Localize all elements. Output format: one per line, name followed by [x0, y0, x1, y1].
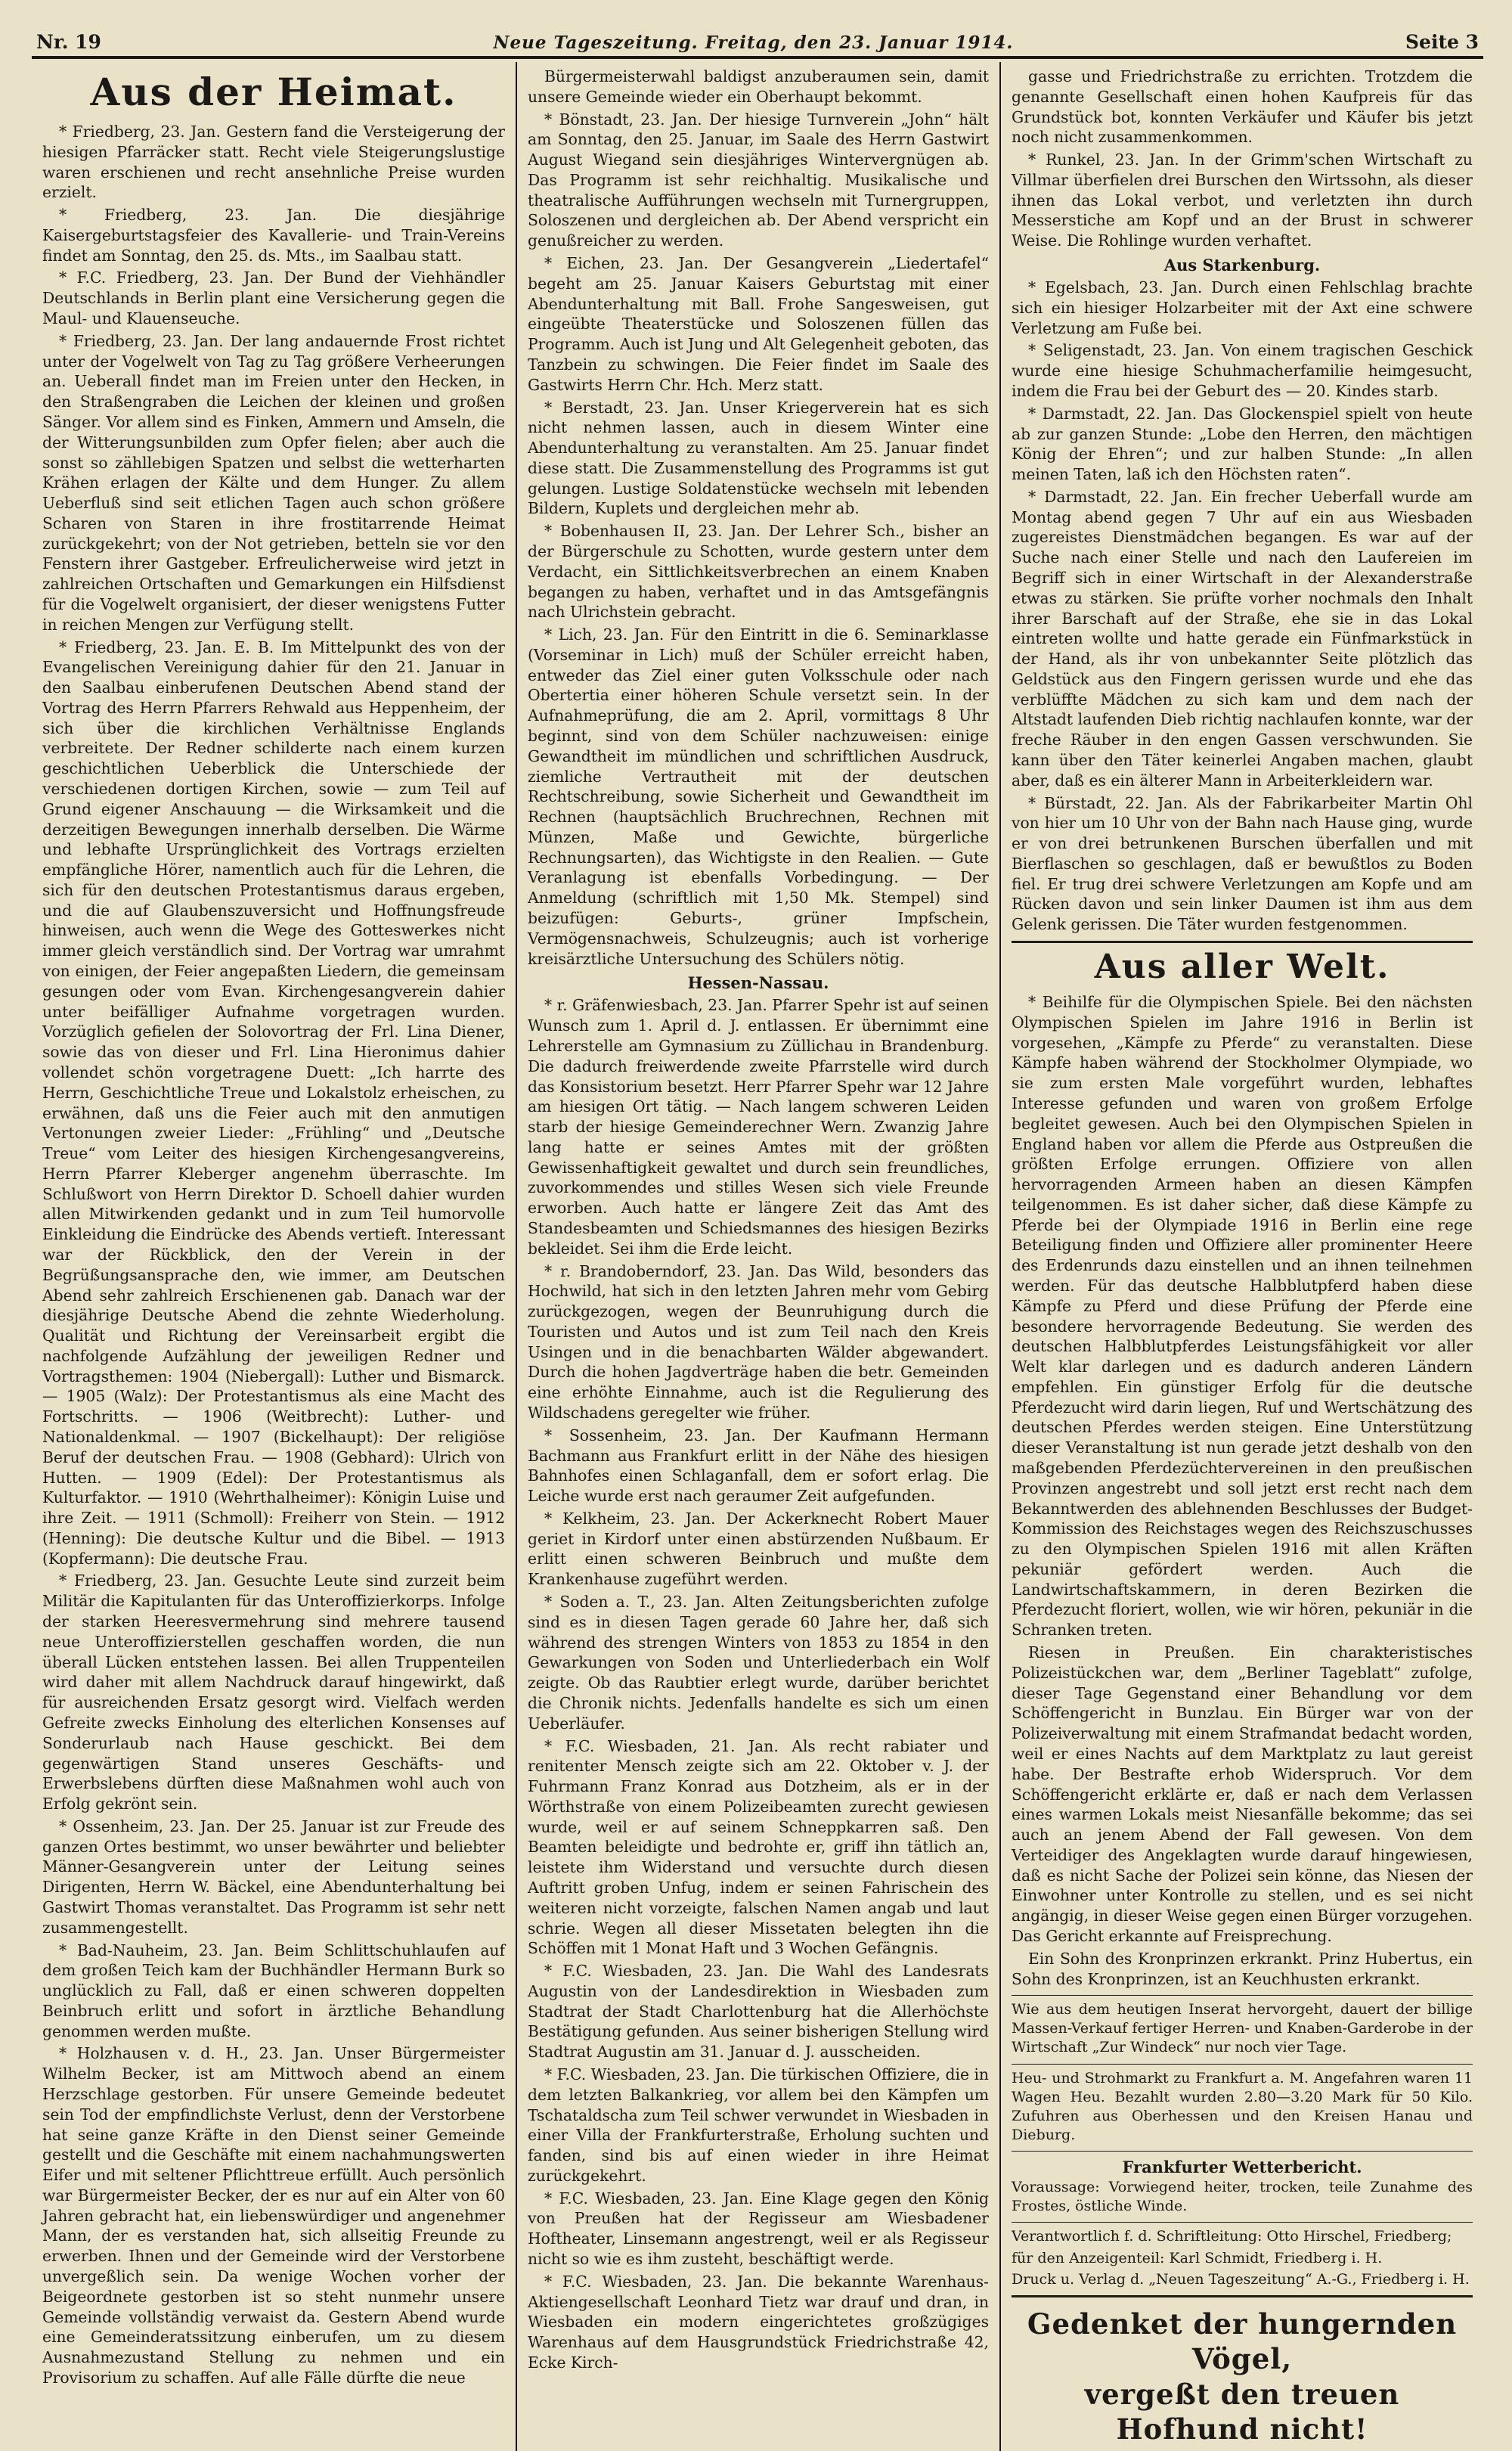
news-article: * r. Gräfenwiesbach, 23. Jan. Pfarrer Spehr ist auf seinen Wunsch zum 1. April d. J. entlassen. Er übernimmt eine Lehrerstelle am Gymnasium zu Züllichau in Brandenburg. Die dadurch freiwerdende zweite Pfarrstelle wird durch das Konsistorium besetzt. Herr Pfarrer Spehr war 12 Jahre am hiesigen Ort tätig. — Nach langem schweren Leiden starb der hiesige Gemeinderechner Wern. Zwanzig Jahre lang hatte er seines Amtes mit der größten Gewissenhaftigkeit gewaltet und durch sein freundliches, zuvorkommendes und stilles Wesen sich viele Freunde erworben. Auch hatte er längere Zeit das Amt des Standesbeamten und Schiedsmannes des hiesigen Bezirks bekleidet. Sei ihm die Erde leicht.	[528, 996, 989, 1258]
imprint-line: Verantwortlich f. d. Schriftleitung: Otto Hirschel, Friedberg;	[1012, 2228, 1452, 2245]
column-3-articles	[1012, 67, 1473, 251]
news-article: * Lich, 23. Jan. Für den Eintritt in die 6. Seminarklasse (Vorseminar in Lich) muß der Schüler erreicht haben, entweder das Ziel einer guten Volksschule oder nach Obertertia einer höheren Schule versetzt sein. In der Aufnahmeprüfung, die am 2. April, vormittags 8 Uhr beginnt, sind von dem Schüler nachzuweisen: einige Gewandtheit im mündlichen und schriftlichen Ausdruck, ziemliche Vertrautheit mit der deutschen Rechtschreibung, sowie Sicherheit und Gewandtheit im Rechnen (hauptsächlich Bruchrechnen, Rechnen mit Münzen, Maße und Gewichte, bürgerliche Rechnungsarten), das Wichtigste in den Realien. — Gute Veranlagung ist ebenfalls Vorbedingung. — Der Anmeldung (schriftlich mit 1,50 Mk. Stempel) sind beizufügen: Geburts-, grüner Impfschein, Vermögensnachweis, Schulzeugnis; auch ist vorherige kreisärztliche Untersuchung des Schülers nötig.	[528, 625, 989, 968]
news-article: * F.C. Wiesbaden, 23. Jan. Die türkischen Offiziere, die in dem letzten Balkankrieg, vor allem bei den Kämpfen um Tschataldscha zum Teil schwer verwundet in Wiesbaden in einer Villa der Frankfurterstraße, Erholung suchten und fanden, sind bis auf einen wieder in ihre Heimat zurückgekehrt.	[528, 2065, 989, 2185]
news-article: * Ossenheim, 23. Jan. Der 25. Januar ist zur Freude des ganzen Ortes bestimmt, wo unser bewährter und beliebter Männer-Gesangverein unter der Leitung seines Dirigenten, Herrn W. Bäckel, eine Abendunterhaltung bei Gastwirt Thomas veranstaltet. Das Programm ist sehr nett zusammengestellt.	[42, 1817, 505, 1937]
columns	[32, 62, 1483, 2446]
slogan-line-2: vergeßt den treuen Hofhund nicht!	[1084, 2377, 1400, 2446]
section-title-heimat: Aus der Heimat.	[90, 70, 457, 114]
news-article: * F.C. Friedberg, 23. Jan. Der Bund der Viehhändler Deutschlands in Berlin plant eine Versicherung gegen die Maul- und Klauenseuche.	[42, 268, 505, 328]
news-article: * Friedberg, 23. Jan. Gesuchte Leute sind zurzeit beim Militär die Kapitulanten für das Unteroffizierkorps. Infolge der starken Heeresvermehrung sind mehrere tausend neue Unteroffizierstellen geschaffen worden, die nun überall Lücken entstehen lassen. Bei allen Truppenteilen wird daher mit allem Nachdruck darauf hingewirkt, daß für ausreichenden Ersatz gesorgt wird. Vielfach werden Gefreite zwecks Einholung des elterlichen Konsenses auf Sonderurlaub nach Hause geschickt. Bei dem gegenwärtigen Stand unseres Geschäfts- und Erwerbslebens dürften diese Maßnahmen wohl auch von Erfolg gekrönt sein.	[42, 1571, 505, 1813]
news-article: * Bobenhausen II, 23. Jan. Der Lehrer Sch., bisher an der Bürgerschule zu Schotten, wurde gestern unter dem Verdacht, ein Sittlichkeitsverbrechen an einem Knaben begangen zu haben, verhaftet und in das Amtsgefängnis nach Ulrichstein gebracht.	[528, 522, 989, 622]
news-article: * Soden a. T., 23. Jan. Alten Zeitungsberichten zufolge sind es in diesen Tagen gerade 60 Jahre her, daß sich während des strengen Winters von 1853 zu 1854 in den Gewarkungen von Soden und Unterliederbach ein Wolf zeigte. Ob das Raubtier erlegt wurde, darüber berichtet die Chronik nichts. Jedenfalls handelte es sich um einen Ueberläufer.	[528, 1593, 989, 1733]
divider	[1012, 1995, 1473, 1996]
news-article: * Bürstadt, 22. Jan. Als der Fabrikarbeiter Martin Ohl von hier um 10 Uhr von der Bahn nach Hause ging, wurde er von drei betrunkenen Burschen überfallen und mit Bierflaschen so geschlagen, daß er bewußtlos zu Boden fiel. Er trug drei schwere Verletzungen am Kopfe und am Rücken davon und sein linker Daumen ist ihm aus dem Gelenk gerissen. Die Täter wurden festgenommen.	[1012, 793, 1473, 934]
news-article: * F.C. Wiesbaden, 23. Jan. Eine Klage gegen den König von Preußen hat der Regisseur am Wiesbadener Hoftheater, Linsemann angestrengt, weil er als Regisseur nicht so wie es ihm zusteht, beschäftigt werde.	[528, 2189, 989, 2269]
page-header	[32, 23, 1483, 59]
page-number: Seite 3	[1405, 31, 1479, 53]
column-3	[999, 62, 1483, 2451]
news-article: Riesen in Preußen. Ein charakteristisches Polizeistückchen war, dem „Berliner Tageblatt“ zufolge, dieser Tage Gegenstand einer Behandlung vor dem Schöffengericht in Bunzlau. Ein Bürger war von der Polizeiverwaltung mit einem Strafmandat bedacht worden, weil er eines Nachts auf dem Marktplatz zu laut gereist habe. Der Bestrafte erhob Widerspruch. Vor dem Schöffengericht erklärte er, daß er nach dem Verlassen eines warmen Lokals meist Niesanfälle bekomme; das sei auch an jenem Abend der Fall gewesen. Von dem Verteidiger des Angeklagten wurde darauf hingewiesen, daß es nicht Sache der Polizei sein könne, das Niesen der Einwohner unter Kontrolle zu stellen, und es sei nicht angängig, in dieser Weise gegen einen Bürger vorzugehen. Das Gericht erkannte auf Freisprechung.	[1012, 1643, 1473, 1945]
news-article: * Runkel, 23. Jan. In der Grimm'schen Wirtschaft zu Villmar überfielen drei Burschen den Wirtssohn, als dieser ihnen das Lokal verbot, und verletzten ihn durch Messerstiche am Kopf und an der Brust in schwerer Weise. Die Rohlinge wurden verhaftet.	[1012, 150, 1473, 250]
section-title-aller-welt: Aus aller Welt.	[1094, 948, 1390, 987]
news-article: * Kelkheim, 23. Jan. Der Ackerknecht Robert Mauer geriet in Kirdorf unter einen abstürzenden Nußbaum. Er erlitt einen schweren Beinbruch und mußte dem Krankenhause zugeführt werden.	[528, 1509, 989, 1589]
section-divider	[1012, 941, 1473, 943]
subhead-starkenburg: Aus Starkenburg.	[1163, 256, 1321, 275]
column-2-articles	[528, 67, 989, 969]
market-report: Heu- und Strohmarkt zu Frankfurt a. M. Angefahren waren 11 Wagen Heu. Bezahlt wurden 2.80—3.20 Mark für 50 Kilo. Zufuhren aus Oberhessen und den Kreisen Hanau und Dieburg.	[1012, 2069, 1473, 2143]
news-article: * F.C. Wiesbaden, 23. Jan. Die bekannte Warenhaus-Aktiengesellschaft Leonhard Tietz war drauf und dran, in Wiesbaden ein modern eingerichtetes großzügiges Warenhaus auf dem Hausgrundstück Friedrichstraße 42, Ecke Kirch-	[528, 2272, 989, 2372]
news-article: gasse und Friedrichstraße zu errichten. Trotzdem die genannte Gesellschaft einen hohen Kaufpreis für das Grundstück bot, konnten Verkäufer und Käufer bis jetzt noch nicht zusammenkommen.	[1012, 67, 1473, 147]
column-1-articles	[42, 122, 505, 2388]
column-1	[32, 62, 516, 2451]
news-article: * Friedberg, 23. Jan. Die diesjährige Kaisergeburtstagsfeier des Kavallerie- und Train-Vereins findet am Sonntag, den 25. ds. Mts., im Saalbau statt.	[42, 206, 505, 265]
news-article: * r. Brandoberndorf, 23. Jan. Das Wild, besonders das Hochwild, hat sich in den letzten Jahren mehr vom Gebirg zurückgezogen, wegen der Beunruhigung durch die Touristen und Autos und ist zum Teil nach den Kreis Usingen und in die benachbarten Wälder abgewandert. Durch die hohen Jagdverträge haben die betr. Gemeinden eine erhöhte Einnahme, auch ist die Regulierung des Wildschadens geregelter wie früher.	[528, 1261, 989, 1422]
divider	[1012, 2222, 1473, 2223]
news-article: * Egelsbach, 23. Jan. Durch einen Fehlschlag brachte sich ein hiesiger Holzarbeiter mit der Axt eine schwere Verletzung am Fuße bei.	[1012, 278, 1473, 337]
news-article: * Berstadt, 23. Jan. Unser Kriegerverein hat es sich nicht nehmen lassen, auch in diesem Winter eine Abendunterhaltung zu veranstalten. Am 25. Januar findet diese statt. Die Zusammenstellung des Programms ist gut gelungen. Lustige Soldatenstücke wechseln mit lebenden Bildern, Kuplets und dergleichen mehr ab.	[528, 398, 989, 518]
divider	[1012, 2151, 1473, 2152]
news-article: * F.C. Wiesbaden, 23. Jan. Die Wahl des Landesrats Augustin von der Landesdirektion in Wiesbaden zum Stadtrat der Stadt Charlottenburg hat die Allerhöchste Bestätigung gefunden. Aus seiner bisherigen Stellung wird Stadtrat Augustin am 31. Januar d. J. ausscheiden.	[528, 1962, 989, 2062]
news-article: * Seligenstadt, 23. Jan. Von einem tragischen Geschick wurde eine hiesige Schuhmacherfamilie heimgesucht, indem die Frau bei der Geburt des — 20. Kindes starb.	[1012, 341, 1473, 400]
column-3-articles-welt	[1012, 992, 1473, 1989]
issue-number: Nr. 19	[36, 31, 101, 53]
news-article: * F.C. Wiesbaden, 21. Jan. Als recht rabiater und renitenter Mensch zeigte sich am 22. Oktober v. J. der Fuhrmann Franz Konrad aus Dotzheim, als er in der Wörthstraße von einem Polizeibeamten zurecht gewiesen wurde, weil er auf seinem Schneppkarren saß. Den Beamten beleidigte und bedrohte er, griff ihn tätlich an, leistete ihm Widerstand und versuchte durch diesen Auftritt groben Unfug, indem er seinen Fahrischein des weiteren nicht vorzeigte, falschen Namen angab und laut schrie. Wegen all dieser Missetaten belegten ihn die Schöffen mit 1 Monat Haft und 3 Wochen Gefängnis.	[528, 1736, 989, 1958]
news-article: * Darmstadt, 22. Jan. Ein frecher Ueberfall wurde am Montag abend gegen 7 Uhr auf ein aus Wiesbaden zugereistes Dienstmädchen begangen. Es war auf der Suche nach einer Stelle und nach den Laufereien im Begriff sich in einer Wirtschaft in der Alexanderstraße etwas zu stärken. Sie prüfte vorher nochmals den Inhalt ihrer Barschaft auf der Straße, ehe sie in das Lokal eintreten wollte und hatte gerade ein Fünfmarkstück in der Hand, als ihr von unbekannter Seite plötzlich das Geldstück aus den Fingern gerissen wurde und ehe das verblüffte Mädchen zu sich kam und dem nach der Altstadt laufenden Dieb richtig nachlaufen konnte, war der freche Räuber in den engen Gassen verschwunden. Sie kann über den Täter keinerlei Angaben machen, glaubt aber, daß es ein älterer Mann in Arbeiterkleidern war.	[1012, 487, 1473, 790]
weather-forecast: Voraussage: Vorwiegend heiter, trocken, teile Zunahme des Frostes, östliche Winde.	[1012, 2178, 1473, 2214]
column-2	[516, 62, 999, 2451]
news-article: * Friedberg, 23. Jan. Gestern fand die Versteigerung der hiesigen Pfarräcker statt. Recht viele Steigerungslustige waren erschienen und recht ansehnliche Preise wurden erzielt.	[42, 123, 505, 202]
news-article: * Friedberg, 23. Jan. Der lang andauernde Frost richtet unter der Vogelwelt von Tag zu Tag größere Verheerungen an. Ueberall findet man im Freien unter den Hecken, in den Straßengraben die Leichen der kleinen und großen Sänger. Vor allem sind es Finken, Ammern und Amseln, die der Witterungsunbilden zum Opfer fielen; aber auch die sonst so zähllebigen Spatzen und selbst die wetterharten Krähen erlagen der Kälte und dem Hunger. Zu allem Ueberfluß sind seit etlichen Tagen auch schon größere Scharen von Staren in ihre frostitarrende Heimat zurückgekehrt; von der Not getrieben, betteln sie vor den Fenstern ihrer Gastgeber. Erfreulicherweise wird jetzt in zahlreichen Ortschaften und Gemarkungen ein Hilfsdienst für die Vogelwelt organisiert, der dieser wenigstens Futter in reichen Mengen zur Verfügung stellt.	[42, 331, 505, 634]
notice-text: Wie aus dem heutigen Inserat hervorgeht, dauert der billige Massen-Verkauf fertiger Herren- und Knaben-Garderobe in der Wirtschaft „Zur Windeck“ nur noch vier Tage.	[1012, 2001, 1473, 2056]
imprint	[1012, 2227, 1473, 2289]
paper-date-line: Neue Tageszeitung. Freitag, den 23. Januar 1914.	[493, 33, 1014, 53]
news-article: * Holzhausen v. d. H., 23. Jan. Unser Bürgermeister Wilhelm Becker, ist am Mittwoch abend an einem Herzschlage gestorben. Für unsere Gemeinde bedeutet sein Tod der empfindlichste Verlust, denn der Verstorbene hat seine ganze Kräfte in den Dienst seiner Gemeinde gestellt und die Geschäfte mit einem nachahmungswerten Eifer und mit seltener Pflichttreue erfüllt. Auch persönlich war Bürgermeister Becker, der es nur auf ein Alter von 60 Jahren gebracht hat, ein liebenswürdiger und angenehmer Mann, der es verstanden hat, sich allseitig Freunde zu erwerben. Ihnen und der Gemeinde wird der Verstorbene unvergeßlich sein. Da wenige Wochen vorher der Beigeordnete gestorben ist so steht nunmehr unsere Gemeinde vollständig verwaist da. Gestern Abend wurde eine Gemeinderatssitzung einberufen, um zu diesem Ausnahmezustand Stellung zu nehmen und ein Provisorium zu schaffen. Auf alle Fälle dürfte die neue	[42, 2044, 505, 2387]
imprint-line: Druck u. Verlag d. „Neuen Tageszeitung“ A.-G., Friedberg i. H.	[1012, 2271, 1470, 2288]
news-article: * Friedberg, 23. Jan. E. B. Im Mittelpunkt des von der Evangelischen Vereinigung dahier für den 21. Januar in den Saalbau einberufenen Deutschen Abend stand der Vortrag des Herrn Pfarrers Rehwald aus Heppenheim, der sich über die kirchlichen Verhältnisse Englands verbreitete. Der Redner schilderte nach einem kurzen geschichtlichen Ueberblick die Unterschiede der verschiedenen dortigen Kirchen, sowie — zum Teil auf Grund eigener Anschauung — die Wirksamkeit und die derzeitigen Bewegungen innerhalb derselben. Die Wärme und lebhafte Ursprünglichkeit des Vortrags erzielten empfängliche Hörer, namentlich auch für die Lehren, die sich für den deutschen Protestantismus daraus ergeben, und die auf Glaubenszuversicht und Hoffnungsfreude hinweisen, auch wenn die Wege des Gotteswerkes nicht immer gleich verständlich sind. Der Vortrag war umrahmt von einigen, der Feier angepaßten Liedern, die gemeinsam gesungen oder vom Evan. Kirchengesangverein dahier unter beifälliger Aufnahme vorgetragen wurden. Vorzüglich gefielen der Solovortrag der Frl. Lina Diener, sowie das von dieser und Frl. Lina Hieronimus dahier vollendet schön vorgetragene Duett: „Ich harrte des Herrn, Geschichtliche Treue und Lokalstolz erheischen, zu erwähnen, daß uns die Feier auch mit den anmutigen Vertonungen zweier Lieder: „Frühling“ und „Deutsche Treue“ vom Leiter des hiesigen Kirchengesangvereins, Herrn Pfarrer Kleberger angenehm überraschte. Im Schlußwort von Herrn Direktor D. Schoell dahier wurden allen Mitwirkenden gedankt und in zum Teil humorvolle Einkleidung die Eindrücke des Abends vertieft. Interessant war der Rückblick, den der Verein in der Begrüßungsansprache den, wie immer, am Deutschen Abend sehr zahlreich Erschienenen gab. Danach war der diesjährige Deutsche Abend die zehnte Wiederholung. Qualität und Richtung der Vereinsarbeit ergibt die nachfolgende Aufzählung der jeweiligen Redner und Vortragsthemen: 1904 (Niebergall): Luther und Bismarck. — 1905 (Walz): Der Protestantismus als eine Macht des Fortschritts. — 1906 (Weitbrecht): Luther- und Nationaldenkmal. — 1907 (Bickelhaupt): Der religiöse Beruf der deutschen Frau. — 1908 (Gebhard): Ulrich von Hutten. — 1909 (Edel): Der Protestantismus als Kulturfaktor. — 1910 (Wehrthalheimer): Königin Luise und ihre Zeit. — 1911 (Schmoll): Freiherr von Stein. — 1912 (Henning): Die deutsche Kultur und die Bibel. — 1913 (Kopfermann): Die deutsche Frau.	[42, 638, 505, 1568]
weather-title: Frankfurter Wetterbericht.	[1122, 2157, 1362, 2176]
news-article: Bürgermeisterwahl baldigst anzuberaumen sein, damit unsere Gemeinde wieder ein Oberhaupt bekommt.	[528, 67, 989, 106]
news-article: * Darmstadt, 22. Jan. Das Glockenspiel spielt von heute ab zur ganzen Stunde: „Lobe den Herren, den mächtigen König der Ehren“; und zur halben Stunde: „In allen meinen Taten, laß ich den Höchsten raten“.	[1012, 404, 1473, 484]
column-3-articles-starkenburg	[1012, 278, 1473, 935]
slogan	[1012, 2307, 1473, 2446]
news-article: * Sossenheim, 23. Jan. Der Kaufmann Hermann Bachmann aus Frankfurt erlitt in der Nähe des hiesigen Bahnhofes einen Schlaganfall, dem er sofort erlag. Die Leiche wurde erst nach geraumer Zeit aufgefunden.	[528, 1426, 989, 1506]
subhead-hessen-nassau: Hessen-Nassau.	[687, 973, 829, 993]
divider	[1012, 2064, 1473, 2065]
column-2-articles-hessen	[528, 995, 989, 2372]
imprint-line: für den Anzeigenteil: Karl Schmidt, Friedberg i. H.	[1012, 2249, 1383, 2266]
slogan-line-1: Gedenket der hungernden Vögel,	[1027, 2307, 1458, 2376]
divider	[1012, 2295, 1473, 2297]
news-article: * Bönstadt, 23. Jan. Der hiesige Turnverein „John“ hält am Sonntag, den 25. Januar, im Saale des Herrn Gastwirt August Wiegand sein diesjähriges Wintervergnügen ab. Das Programm ist sehr reichhaltig. Musikalische und theatralische Aufführungen wechseln mit Turnergruppen, Soloszenen und dergleichen ab. Der Abend verspricht ein genußreicher zu werden.	[528, 110, 989, 250]
news-article: * Beihilfe für die Olympischen Spiele. Bei den nächsten Olympischen Spielen im Jahre 1916 in Berlin ist vorgesehen, „Kämpfe zu Pferde“ zu veranstalten. Diese Kämpfe haben während der Stockholmer Olympiade, wo sie zum ersten Male vorgeführt wurden, lebhaftes Interesse gefunden und waren von großem Erfolge begleitet gewesen. Auch bei den Olympischen Spielen in England haben vor allem die Pferde aus Ostpreußen die größten Erfolge errungen. Offiziere von allen hervorragenden Armeen haben an diesen Kämpfen teilgenommen. Es ist daher sicher, daß diese Kämpfe zu Pferde bei der Olympiade 1916 in Berlin eine rege Beteiligung finden und Offiziere aller prominenter Heere des Erdenrunds dazu einstellen und an ihnen teilnehmen werden. Für das deutsche Halbblutpferd haben diese Kämpfe zu Pferd und diese Prüfung der Pferde eine besondere hervorragende Bedeutung. Sie werden des deutschen Halbblutpferdes Leistungsfähigkeit vor aller Welt klar darlegen und es dadurch anderen Ländern empfehlen. Ein günstiger Erfolg für die deutsche Pferdezucht wird darin liegen, Ruf und Wertschätzung des deutschen Pferdes werden steigen. Eine Unterstützung dieser Veranstaltung ist nun gerade jetzt deshalb von den maßgebenden Pferdezüchtervereinen in den preußischen Provinzen angestrebt und soll jetzt erst recht nach dem Bekanntwerden des ablehnenden Beschlusses der Budget-Kommission des Reichstages wegen des Reichszuschusses zu den Olympischen Spielen 1916 mit allen Kräften pekuniär gefördert werden. Auch die Landwirtschaftskammern, in deren Bezirken die Pferdezucht floriert, wollen, wie wir hören, pekuniär in die Schranken treten.	[1012, 993, 1473, 1640]
news-article: Ein Sohn des Kronprinzen erkrankt. Prinz Hubertus, ein Sohn des Kronprinzen, ist an Keuchhusten erkrankt.	[1012, 1949, 1473, 1988]
news-article: * Eichen, 23. Jan. Der Gesangverein „Liedertafel“ begeht am 25. Januar Kaisers Geburtstag mit einer Abendunterhaltung mit Ball. Frohe Sangesweisen, gut eingeübte Theaterstücke und Soloszenen füllen das Programm. Auch ist Jung und Alt Gelegenheit geboten, das Tanzbein zu schwingen. Die Feier findet im Saale des Gastwirts Herrn Chr. Hch. Merz statt.	[528, 254, 989, 394]
news-article: * Bad-Nauheim, 23. Jan. Beim Schlittschuhlaufen auf dem großen Teich kam der Buchhändler Hermann Burk so unglücklich zu Fall, daß er einen schweren doppelten Beinbruch erlitt und sofort in ärztliche Behandlung genommen werden mußte.	[42, 1941, 505, 2040]
